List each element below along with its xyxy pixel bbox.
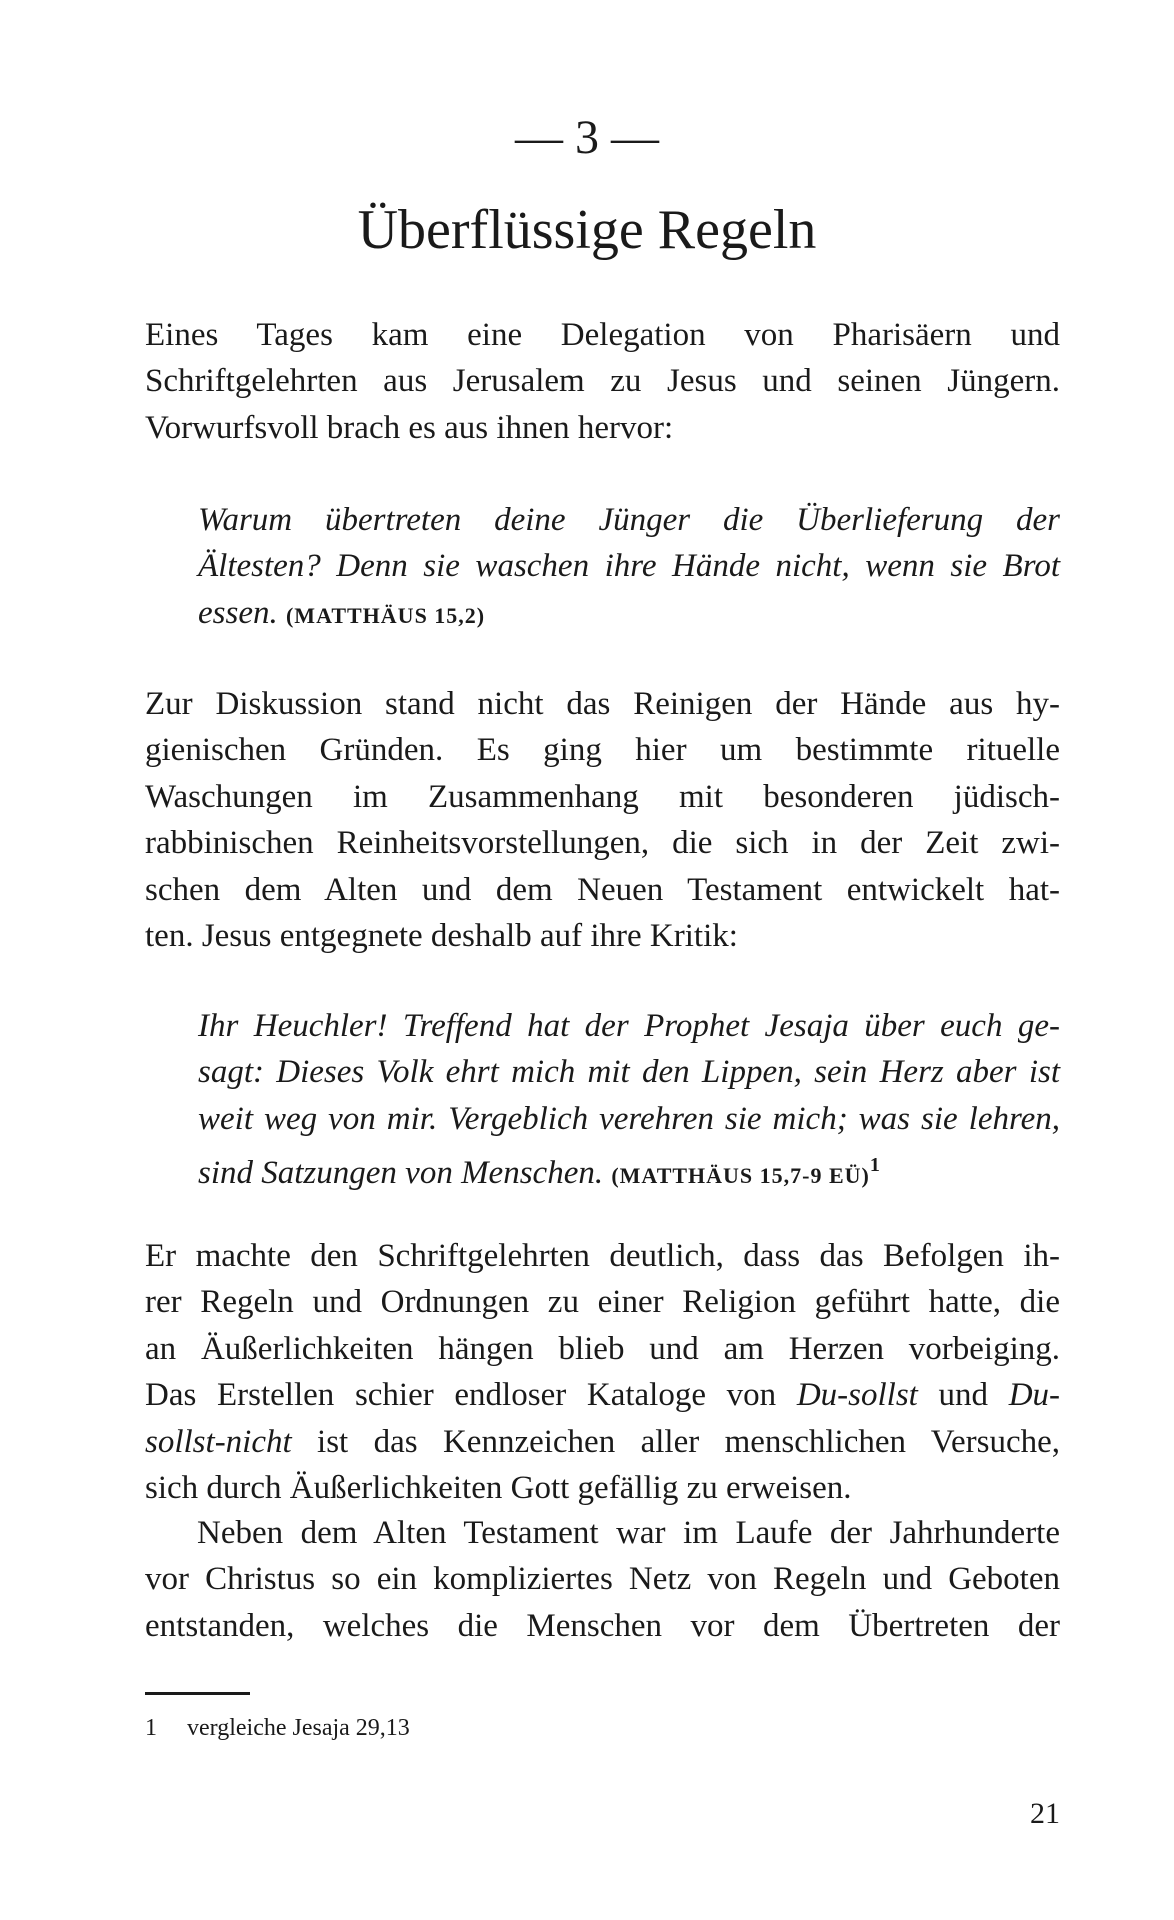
footnote-divider <box>145 1692 250 1695</box>
text-line: Vorwurfsvoll brach es aus ihnen hervor: <box>145 409 674 446</box>
quote-line: weit weg von mir. Vergeblich verehren sie mich; was sie lehren, <box>198 1100 1060 1137</box>
text-line: Schriftgelehrten aus Jerusalem zu Jesus und seinen Jüngern. <box>145 363 1060 400</box>
scripture-reference: (MATTHÄUS 15,7-9 EÜ) <box>611 1163 870 1189</box>
text-line: Neben dem Alten Testament war im Laufe der Jahrhunderte <box>197 1515 1060 1551</box>
text-line: an Äußerlichkeiten hängen blieb und am Herzen vorbeiging. <box>145 1330 1060 1367</box>
italic-term: sollst-nicht <box>145 1423 292 1460</box>
text-line: Eines Tages kam eine Delegation von Pharisäern und <box>145 317 1060 353</box>
paragraph-intro <box>145 312 1060 451</box>
text-line <box>145 1372 1060 1418</box>
text-line: sich durch Äußerlichkeiten Gott gefällig zu erweisen. <box>145 1470 852 1507</box>
paragraph-continuation <box>145 1510 1060 1649</box>
text-segment: und <box>917 1377 1009 1414</box>
footnote-text: vergleiche Jesaja 29,13 <box>187 1715 410 1741</box>
text-line: Waschungen im Zusammenhang mit besonderen jüdisch- <box>145 778 1060 815</box>
scripture-quote-2 <box>198 1003 1060 1200</box>
text-segment: Das Erstellen schier endloser Kataloge von <box>145 1377 777 1414</box>
page-number: 21 <box>1030 1797 1060 1830</box>
footnote-marker: 1 <box>869 1154 880 1177</box>
footnote <box>145 1712 410 1744</box>
text-line <box>145 1419 1060 1465</box>
text-line: rabbinischen Reinheitsvorstellungen, die sich in der Zeit zwi- <box>145 825 1060 862</box>
quote-text: sind Satzungen von Menschen. <box>198 1155 604 1192</box>
text-line: Er machte den Schriftgelehrten deutlich, dass das Befolgen ih- <box>145 1238 1060 1274</box>
scripture-quote-1 <box>198 497 1060 639</box>
quote-line: Warum übertreten deine Jünger die Überlieferung der <box>198 502 1060 538</box>
text-line: gienischen Gründen. Es ging hier um bestimmte rituelle <box>145 732 1060 769</box>
text-line: schen dem Alten und dem Neuen Testament entwickelt hat- <box>145 871 1060 908</box>
scripture-reference: (MATTHÄUS 15,2) <box>285 602 486 628</box>
quote-line-last <box>198 590 1060 639</box>
quote-line-last <box>198 1142 1060 1199</box>
italic-term: Du- <box>1008 1377 1061 1414</box>
italic-term: Du-sollst <box>796 1377 918 1414</box>
text-line: entstanden, welches die Menschen vor dem Übertreten der <box>145 1607 1060 1644</box>
chapter-title: Überflüssige Regeln <box>357 199 817 261</box>
chapter-number: — 3 — <box>515 111 659 164</box>
quote-line: Ältesten? Denn sie waschen ihre Hände nicht, wenn sie Brot <box>198 548 1060 585</box>
text-line: ten. Jesus entgegnete deshalb auf ihre Kritik: <box>145 918 738 955</box>
paragraph-discussion <box>145 681 1060 959</box>
text-segment: ist das Kennzeichen aller menschlichen Versuche, <box>291 1423 1060 1460</box>
paragraph-explanation <box>145 1233 1060 1511</box>
quote-line: Ihr Heuchler! Treffend hat der Prophet Jesaja über euch ge- <box>198 1008 1060 1044</box>
text-line: Zur Diskussion stand nicht das Reinigen der Hände aus hy- <box>145 686 1060 722</box>
quote-line: sagt: Dieses Volk ehrt mich mit den Lippen, sein Herz aber ist <box>198 1054 1060 1091</box>
footnote-number: 1 <box>145 1715 157 1741</box>
text-line: rer Regeln und Ordnungen zu einer Religion geführt hatte, die <box>145 1284 1060 1321</box>
text-line: vor Christus so ein kompliziertes Netz von Regeln und Geboten <box>145 1561 1060 1598</box>
quote-text: essen. <box>198 594 278 631</box>
